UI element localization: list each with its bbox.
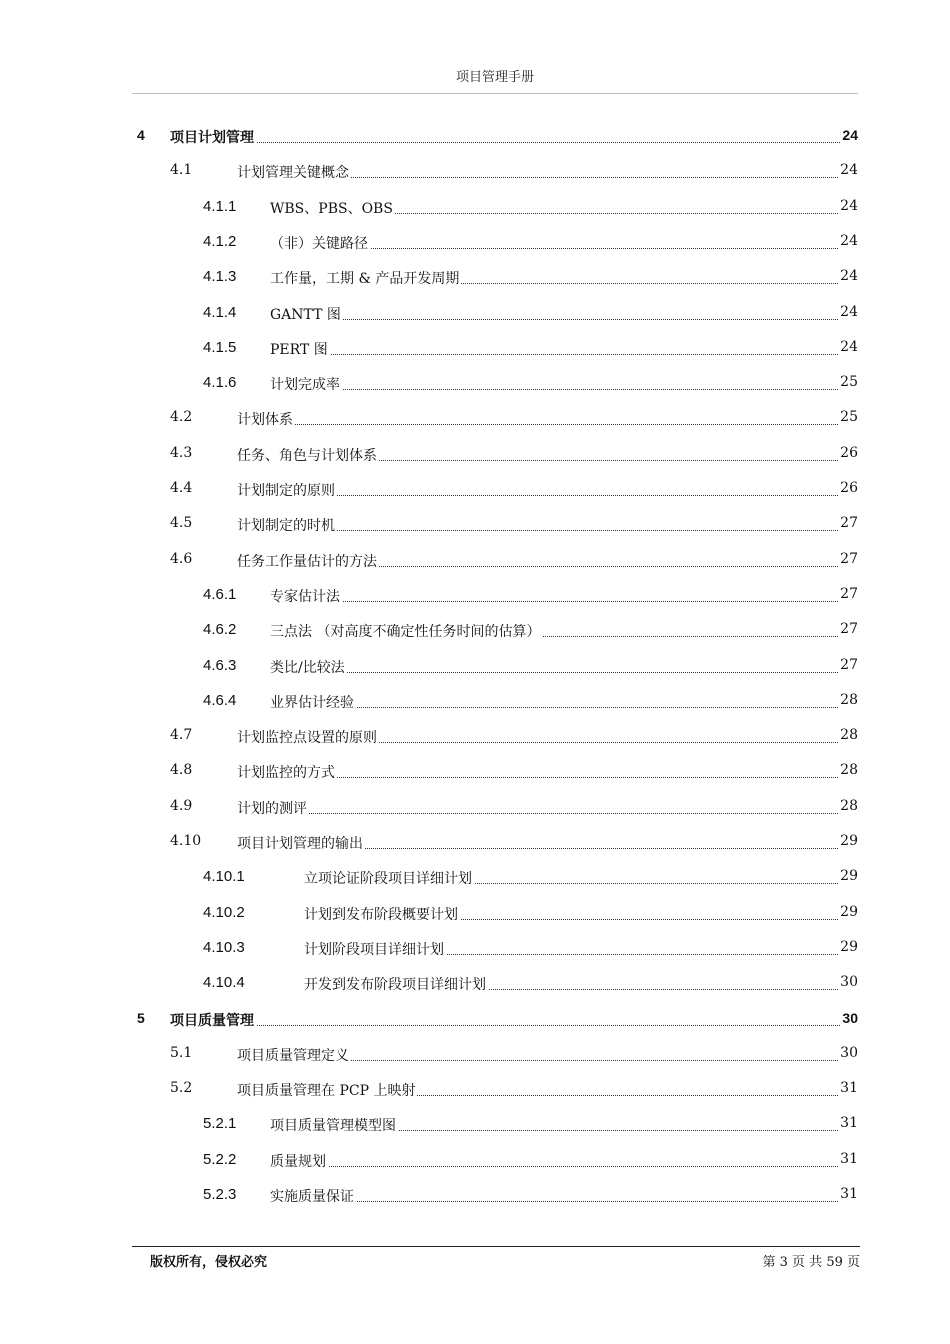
toc-entry-title: PERT 图 — [270, 339, 330, 359]
toc-entry-page: 24 — [842, 127, 858, 143]
toc-entry-title: 项目计划管理 — [170, 129, 254, 145]
toc-dot-leader — [270, 354, 858, 355]
toc-dot-leader — [270, 319, 858, 320]
toc-entry-page: 25 — [840, 409, 858, 426]
toc-entry[interactable] — [0, 579, 950, 614]
toc-entry-page: 29 — [840, 938, 858, 955]
toc-entry-number: 4.10.2 — [203, 903, 245, 921]
toc-entry-number: 4.1.6 — [203, 374, 237, 392]
toc-entry-page: 30 — [840, 974, 858, 991]
toc-entry-title: 计划的测评 — [237, 798, 309, 818]
toc-entry-title: 项目质量管理在 PCP 上映射 — [237, 1080, 417, 1100]
toc-entry-title: 计划制定的原则 — [237, 480, 337, 500]
toc-entry[interactable] — [0, 367, 950, 402]
toc-entry[interactable] — [0, 1038, 950, 1073]
toc-entry-page: 30 — [840, 1044, 858, 1061]
toc-entry-number: 4.10.1 — [203, 868, 245, 886]
toc-entry-page: 24 — [840, 268, 858, 285]
footer-divider — [132, 1246, 860, 1247]
toc-entry-page: 26 — [840, 444, 858, 461]
toc-entry-page: 28 — [840, 797, 858, 814]
toc-entry-title: GANTT 图 — [270, 304, 343, 324]
toc-entry-number: 4.10 — [170, 833, 202, 849]
toc-entry-number: 4.1.2 — [203, 232, 237, 250]
toc-entry-page: 27 — [840, 585, 858, 602]
toc-dot-leader — [270, 601, 858, 602]
toc-entry-page: 27 — [840, 515, 858, 532]
toc-entry-page: 24 — [840, 338, 858, 355]
toc-entry-page: 29 — [840, 903, 858, 920]
toc-entry[interactable] — [0, 614, 950, 649]
toc-entry-number: 4.1 — [170, 162, 193, 179]
toc-entry[interactable] — [0, 967, 950, 1002]
toc-entry-number: 5.2 — [170, 1080, 193, 1097]
toc-entry-number: 4.1.3 — [203, 268, 237, 286]
toc-entry-page: 24 — [840, 197, 858, 214]
toc-entry-title: 计划阶段项目详细计划 — [304, 939, 446, 959]
toc-entry-number: 4.1.4 — [203, 303, 237, 321]
toc-entry-title: WBS、PBS、OBS — [270, 198, 395, 218]
toc-entry-title: 专家估计法 — [270, 586, 342, 606]
toc-entry[interactable] — [0, 473, 950, 508]
toc-dot-leader — [170, 142, 858, 143]
toc-entry-title: 任务、角色与计划体系 — [237, 445, 379, 465]
toc-entry[interactable] — [0, 155, 950, 190]
toc-entry-number: 4.6.1 — [203, 585, 237, 603]
toc-entry-title: 立项论证阶段项目详细计划 — [304, 868, 474, 888]
toc-entry[interactable] — [0, 1179, 950, 1214]
toc-entry-page: 31 — [840, 1080, 858, 1097]
toc-entry-number: 5 — [137, 1009, 145, 1026]
toc-entry[interactable] — [0, 402, 950, 437]
toc-entry-page: 31 — [840, 1115, 858, 1132]
toc-entry-title: 工作量，工期 & 产品开发周期 — [270, 268, 461, 288]
toc-entry-title: 三点法 （对高度不确定性任务时间的估算） — [270, 621, 542, 641]
toc-entry-title: 质量规划 — [270, 1151, 328, 1171]
toc-entry-page: 27 — [840, 656, 858, 673]
toc-entry[interactable] — [0, 1003, 950, 1038]
toc-dot-leader — [237, 813, 858, 814]
toc-dot-leader — [270, 707, 858, 708]
toc-entry-title: 项目质量管理定义 — [237, 1045, 351, 1065]
toc-entry[interactable] — [0, 1073, 950, 1108]
toc-entry[interactable] — [0, 120, 950, 155]
toc-entry-page: 24 — [840, 303, 858, 320]
footer-page-number: 第 3 页 共 59 页 — [762, 1255, 860, 1270]
toc-entry[interactable] — [0, 297, 950, 332]
toc-entry-number: 4.5 — [170, 515, 193, 532]
toc-entry-number: 4.6.2 — [203, 621, 237, 639]
toc-dot-leader — [270, 672, 858, 673]
toc-entry-number: 4.1.5 — [203, 338, 237, 356]
toc-entry[interactable] — [0, 932, 950, 967]
toc-entry-page: 29 — [840, 833, 858, 849]
toc-dot-leader — [270, 389, 858, 390]
toc-entry[interactable] — [0, 191, 950, 226]
toc-entry-number: 4.9 — [170, 797, 193, 814]
toc-entry[interactable] — [0, 791, 950, 826]
toc-entry[interactable] — [0, 438, 950, 473]
toc-entry-page: 27 — [840, 621, 858, 638]
footer-copyright: 版权所有，侵权必究 — [150, 1254, 268, 1269]
toc-entry-title: 类比/比较法 — [270, 657, 347, 677]
toc-entry[interactable] — [0, 897, 950, 932]
toc-entry-title: 计划监控的方式 — [237, 762, 337, 782]
toc-entry-page: 27 — [840, 550, 858, 567]
toc-entry[interactable] — [0, 685, 950, 720]
toc-entry-title: 计划管理关键概念 — [237, 162, 351, 182]
toc-entry-number: 4.10.3 — [203, 938, 245, 956]
toc-entry-title: 实施质量保证 — [270, 1186, 356, 1206]
header-title: 项目管理手册 — [455, 70, 534, 85]
toc-entry-page: 25 — [840, 374, 858, 391]
toc-entry-title: （非）关键路径 — [270, 233, 370, 253]
toc-entry[interactable] — [0, 332, 950, 367]
toc-entry-page: 28 — [840, 691, 858, 708]
toc-entry-number: 4.10.4 — [203, 974, 245, 992]
toc-dot-leader — [270, 1201, 858, 1202]
toc-entry-title: 计划体系 — [237, 409, 295, 429]
toc-entry-number: 4.7 — [170, 727, 193, 744]
toc-entry-title: 计划监控点设置的原则 — [237, 727, 379, 747]
toc-entry-page: 31 — [840, 1186, 858, 1202]
toc-entry[interactable] — [0, 544, 950, 579]
toc-entry-page: 28 — [840, 762, 858, 779]
toc-entry[interactable] — [0, 226, 950, 261]
toc-entry-page: 30 — [842, 1009, 858, 1026]
toc-entry-title: 开发到发布阶段项目详细计划 — [304, 974, 488, 994]
toc-entry-number: 4.8 — [170, 762, 193, 779]
toc-entry-number: 5.2.3 — [203, 1186, 237, 1203]
toc-entry-number: 5.2.2 — [203, 1150, 237, 1168]
toc-dot-leader — [237, 424, 858, 425]
toc-entry-number: 4.6.4 — [203, 691, 237, 709]
toc-dot-leader — [270, 1166, 858, 1167]
toc-entry-title: 项目质量管理模型图 — [270, 1115, 398, 1135]
toc-entry[interactable] — [0, 755, 950, 790]
toc-entry-number: 4.3 — [170, 444, 193, 461]
toc-entry[interactable] — [0, 508, 950, 543]
toc-entry[interactable] — [0, 720, 950, 755]
toc-entry-number: 4.2 — [170, 409, 193, 426]
toc-entry-title: 计划完成率 — [270, 374, 342, 394]
toc-entry-title: 计划到发布阶段概要计划 — [304, 904, 460, 924]
toc-entry[interactable] — [0, 650, 950, 685]
toc-entry-page: 24 — [840, 232, 858, 249]
toc-entry-number: 4.1.1 — [203, 197, 237, 215]
toc-entry[interactable] — [0, 1144, 950, 1179]
toc-entry-title: 计划制定的时机 — [237, 515, 337, 535]
toc-dot-leader — [170, 1025, 858, 1026]
toc-entry-number: 4.6.3 — [203, 656, 237, 674]
toc-entry-page: 26 — [840, 480, 858, 496]
page-header — [132, 66, 858, 94]
toc-entry-number: 4 — [137, 127, 145, 143]
toc-entry-number: 5.1 — [170, 1044, 193, 1061]
toc-entry-title: 任务工作量估计的方法 — [237, 551, 379, 571]
toc-entry-page: 31 — [840, 1150, 858, 1167]
toc-entry[interactable] — [0, 261, 950, 296]
toc-entry[interactable] — [0, 861, 950, 896]
toc-entry-number: 4.6 — [170, 550, 193, 567]
toc-entry-title: 项目质量管理 — [170, 1011, 254, 1028]
toc-entry-page: 24 — [840, 162, 858, 179]
toc-entry-page: 29 — [840, 868, 858, 885]
toc-entry-number: 4.4 — [170, 480, 193, 496]
toc-entry-title: 项目计划管理的输出 — [237, 833, 365, 853]
toc-entry-title: 业界估计经验 — [270, 692, 356, 712]
toc-entry-number: 5.2.1 — [203, 1115, 237, 1133]
toc-entry[interactable] — [0, 826, 950, 861]
toc-entry-page: 28 — [840, 727, 858, 744]
toc-entry[interactable] — [0, 1108, 950, 1143]
